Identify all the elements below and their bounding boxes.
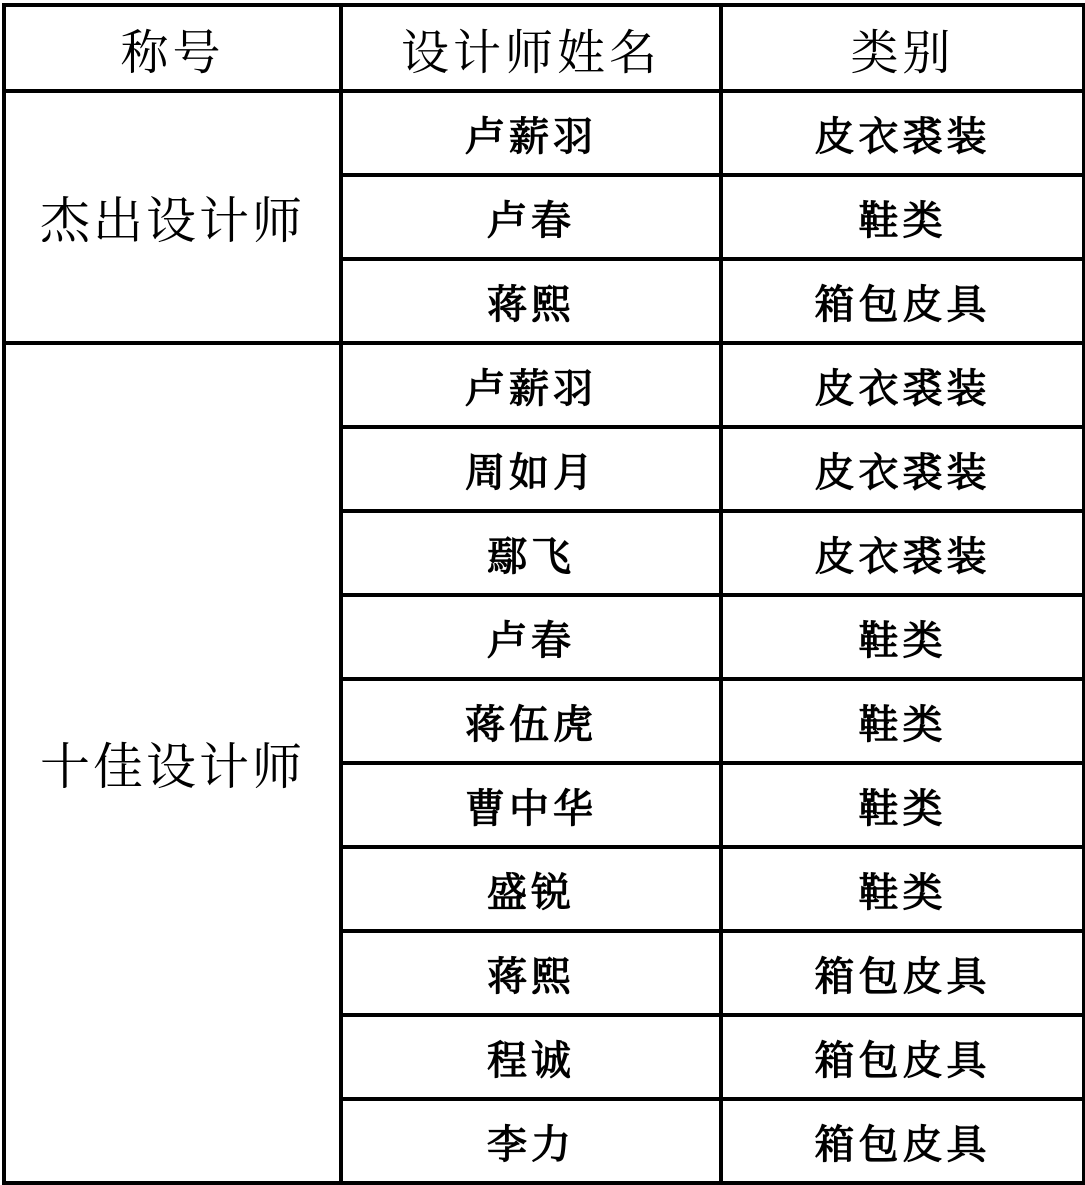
- category-cell: 鞋类: [721, 595, 1084, 679]
- category-cell: 皮衣裘装: [721, 427, 1084, 511]
- designer-name-cell: 卢薪羽: [341, 343, 721, 427]
- header-designer-name: 设计师姓名: [341, 5, 721, 91]
- header-category: 类别: [721, 5, 1084, 91]
- group-title-cell: 十佳设计师: [4, 343, 341, 1183]
- category-cell: 鞋类: [721, 847, 1084, 931]
- designer-name-cell: 蒋熙: [341, 931, 721, 1015]
- category-cell: 箱包皮具: [721, 1099, 1084, 1183]
- table-row: [4, 343, 1084, 427]
- category-cell: 鞋类: [721, 679, 1084, 763]
- designer-name-cell: 卢春: [341, 175, 721, 259]
- category-cell: 皮衣裘装: [721, 511, 1084, 595]
- designer-name-cell: 程诚: [341, 1015, 721, 1099]
- designer-name-cell: 鄢飞: [341, 511, 721, 595]
- designer-name-cell: 盛锐: [341, 847, 721, 931]
- designer-name-cell: 卢春: [341, 595, 721, 679]
- header-title: 称号: [4, 5, 341, 91]
- category-cell: 箱包皮具: [721, 1015, 1084, 1099]
- designer-name-cell: 卢薪羽: [341, 91, 721, 175]
- group-title-cell: 杰出设计师: [4, 91, 341, 343]
- designer-name-cell: 曹中华: [341, 763, 721, 847]
- table-row: [4, 91, 1084, 175]
- header-row: [4, 5, 1084, 91]
- category-cell: 箱包皮具: [721, 931, 1084, 1015]
- designer-name-cell: 周如月: [341, 427, 721, 511]
- category-cell: 皮衣裘装: [721, 91, 1084, 175]
- category-cell: 鞋类: [721, 175, 1084, 259]
- category-cell: 皮衣裘装: [721, 343, 1084, 427]
- designer-name-cell: 蒋熙: [341, 259, 721, 343]
- designer-table: [2, 3, 1085, 1185]
- designer-name-cell: 李力: [341, 1099, 721, 1183]
- designer-name-cell: 蒋伍虎: [341, 679, 721, 763]
- category-cell: 箱包皮具: [721, 259, 1084, 343]
- category-cell: 鞋类: [721, 763, 1084, 847]
